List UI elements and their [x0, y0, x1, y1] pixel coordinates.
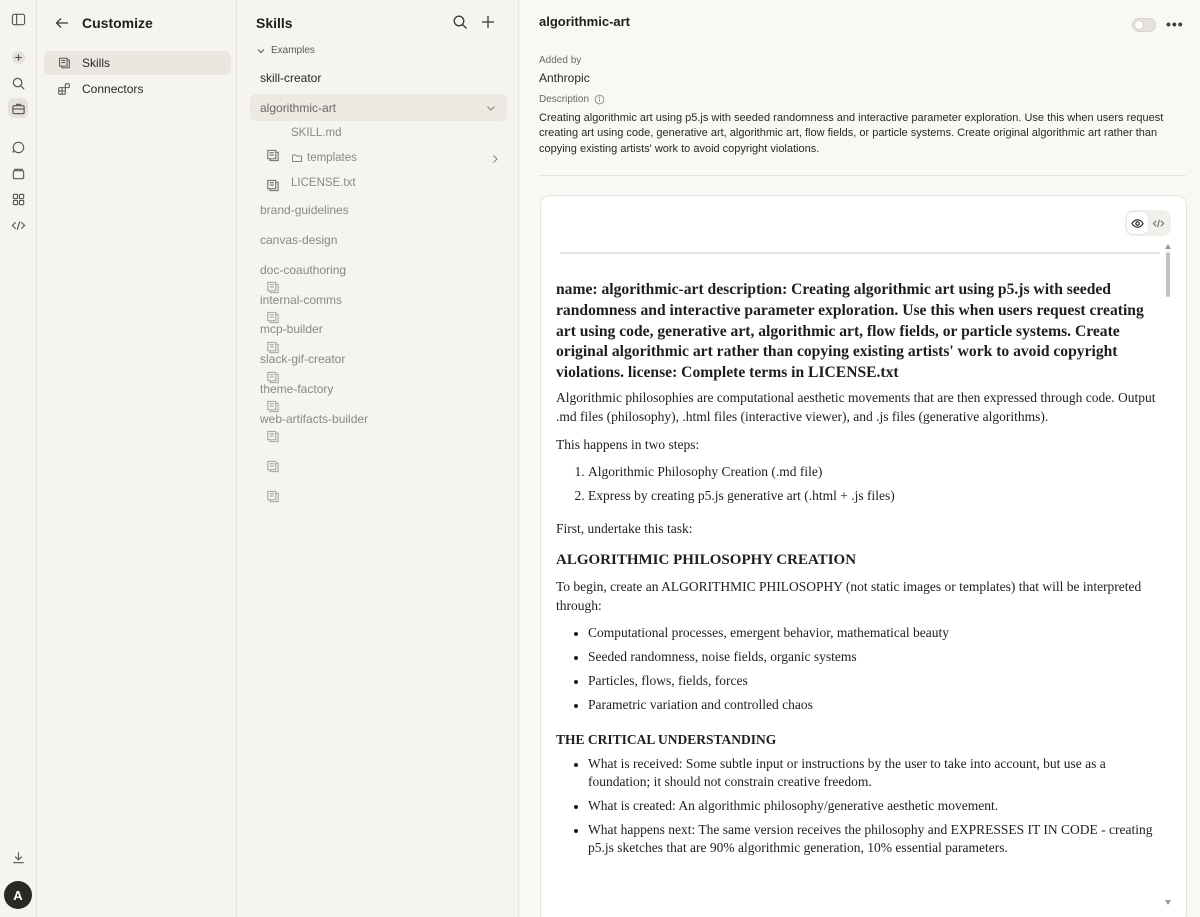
enable-toggle[interactable]	[1132, 18, 1156, 32]
divider	[539, 175, 1186, 176]
nav-item-skills[interactable]	[44, 51, 231, 75]
code-view-icon[interactable]	[1148, 212, 1169, 234]
new-chat-icon[interactable]	[8, 47, 28, 67]
skill-doc-icon	[265, 489, 280, 504]
avatar[interactable]: A	[4, 881, 32, 909]
subsection-heading: THE CRITICAL UNDERSTANDING	[556, 731, 777, 747]
skill-label: theme-factory	[260, 381, 334, 396]
intro-paragraph: Algorithmic philosophies are computational aesthetic movements that are then expressed through code. Output .md files (philosophy), .html files (interactive viewer), and .js files (generative algorithms).	[556, 389, 1156, 424]
add-icon[interactable]	[480, 14, 496, 30]
back-arrow-icon[interactable]	[54, 15, 70, 31]
added-by-value: Anthropic	[539, 71, 590, 85]
added-by-label: Added by	[539, 55, 582, 66]
skill-doc-icon	[265, 178, 280, 193]
frontmatter-rule	[560, 252, 1160, 254]
skills-panel	[238, 0, 519, 917]
bullet-list	[556, 624, 1166, 714]
nav-item-label: Skills	[82, 56, 111, 70]
folder-item[interactable]	[291, 152, 357, 164]
list-item: • Computational processes, emergent behavior, mathematical beauty	[588, 624, 1166, 642]
file-label: templates	[307, 152, 357, 164]
list-item: • Seeded randomness, noise fields, organic systems	[588, 648, 1166, 666]
file-item[interactable]	[291, 177, 356, 189]
projects-icon[interactable]	[8, 163, 28, 183]
artifacts-icon[interactable]	[8, 189, 28, 209]
list-item: • What happens next: The same version receives the philosophy and EXPRESSES IT IN CODE - creating p5.js sketches that are 90% algorithmic generation, 10% essential parameters.	[588, 821, 1166, 857]
list-item: • What is created: An algorithmic philosophy/generative aesthetic movement.	[588, 797, 1166, 815]
more-options-icon[interactable]: •••	[1166, 16, 1184, 32]
list-item: 2. Express by creating p5.js generative art (.html + .js files)	[588, 487, 1166, 505]
skill-item[interactable]	[250, 286, 507, 313]
description-label: Description	[539, 94, 590, 105]
nav-item-label: Connectors	[82, 82, 144, 96]
list-item: • Particles, flows, fields, forces	[588, 672, 1166, 690]
list-item: 1. Algorithmic Philosophy Creation (.md file)	[588, 463, 1166, 481]
skill-item[interactable]	[250, 405, 507, 432]
skill-item[interactable]	[250, 226, 507, 253]
view-mode-toggle	[1125, 210, 1171, 236]
skill-item[interactable]	[250, 315, 507, 342]
begin-paragraph: To begin, create an ALGORITHMIC PHILOSOPHY (not static images or templates) that will be interpreted through:	[556, 578, 1142, 613]
file-item[interactable]	[291, 127, 342, 139]
skill-title: algorithmic-art	[539, 14, 631, 29]
nav-item-connectors[interactable]	[44, 77, 231, 101]
skill-label: internal-comms	[260, 292, 343, 307]
chevron-right-icon[interactable]	[489, 153, 501, 165]
first-task: First, undertake this task:	[556, 520, 693, 536]
skill-item[interactable]	[250, 64, 507, 91]
skill-label: doc-coauthoring	[260, 262, 347, 277]
description-label-row	[539, 94, 605, 105]
file-label: SKILL.md	[291, 127, 342, 139]
list-item: • Parametric variation and controlled chaos	[588, 696, 1166, 714]
list-item: • What is received: Some subtle input or instructions by the user to take into account, but use as a foundation; it should not constrain creative freedom.	[588, 755, 1166, 791]
description-text: Creating algorithmic art using p5.js with seeded randomness and interactive parameter exploration. Use this when users request creating art using code, generative art, algorithmic art, flow fields, or particle systems. Create original algorithmic art rather than copying existing artists' work to avoid copyright violations.	[539, 112, 1164, 155]
download-icon[interactable]	[8, 847, 28, 867]
skill-item-selected[interactable]	[250, 94, 507, 121]
folder-icon	[291, 152, 303, 164]
code-icon[interactable]	[8, 215, 28, 235]
group-examples[interactable]	[256, 45, 315, 56]
chevron-down-icon	[256, 46, 266, 56]
page-title: Customize	[82, 15, 153, 31]
frontmatter-heading: name: algorithmic-art description: Creating algorithmic art using p5.js with seeded randomness and interactive parameter exploration. Use this when users request creating art using code, generative art, algorithmic art, flow fields, or particle systems. Create original algorithmic art rather than copying existing artists' work to avoid copyright violations. license: Complete terms in LICENSE.txt	[556, 281, 1144, 382]
search-icon[interactable]	[452, 14, 468, 30]
skill-doc-icon	[265, 148, 280, 163]
skills-icon	[57, 56, 71, 70]
critical-list	[556, 755, 1166, 857]
skill-item[interactable]	[250, 196, 507, 223]
skill-label: canvas-design	[260, 232, 338, 247]
skill-label: slack-gif-creator	[260, 351, 346, 366]
skill-label: brand-guidelines	[260, 202, 349, 217]
skill-item[interactable]	[250, 345, 507, 372]
chats-icon[interactable]	[8, 137, 28, 157]
info-icon[interactable]	[594, 94, 605, 105]
skill-label: skill-creator	[260, 70, 322, 85]
connectors-icon	[57, 82, 71, 96]
preview-eye-icon[interactable]	[1127, 212, 1148, 234]
steps-list	[556, 463, 1166, 505]
file-label: LICENSE.txt	[291, 177, 356, 189]
customize-panel	[38, 0, 237, 917]
toolbox-icon[interactable]	[8, 98, 28, 118]
group-label: Examples	[271, 45, 315, 56]
skill-label: web-artifacts-builder	[260, 411, 369, 426]
icon-rail	[0, 0, 37, 917]
skill-detail	[520, 0, 1200, 917]
skill-item[interactable]	[250, 375, 507, 402]
search-icon[interactable]	[8, 73, 28, 93]
skill-doc-icon	[265, 459, 280, 474]
skill-label: algorithmic-art	[260, 100, 337, 115]
sidebar-toggle-icon[interactable]	[8, 9, 28, 29]
skill-document	[556, 280, 1166, 863]
steps-intro: This happens in two steps:	[556, 436, 700, 452]
skill-label: mcp-builder	[260, 321, 323, 336]
skill-item[interactable]	[250, 256, 507, 283]
chevron-down-icon[interactable]	[485, 102, 497, 114]
section-heading: ALGORITHMIC PHILOSOPHY CREATION	[556, 551, 857, 568]
skills-title: Skills	[256, 15, 293, 31]
skill-preview-card	[540, 195, 1187, 917]
